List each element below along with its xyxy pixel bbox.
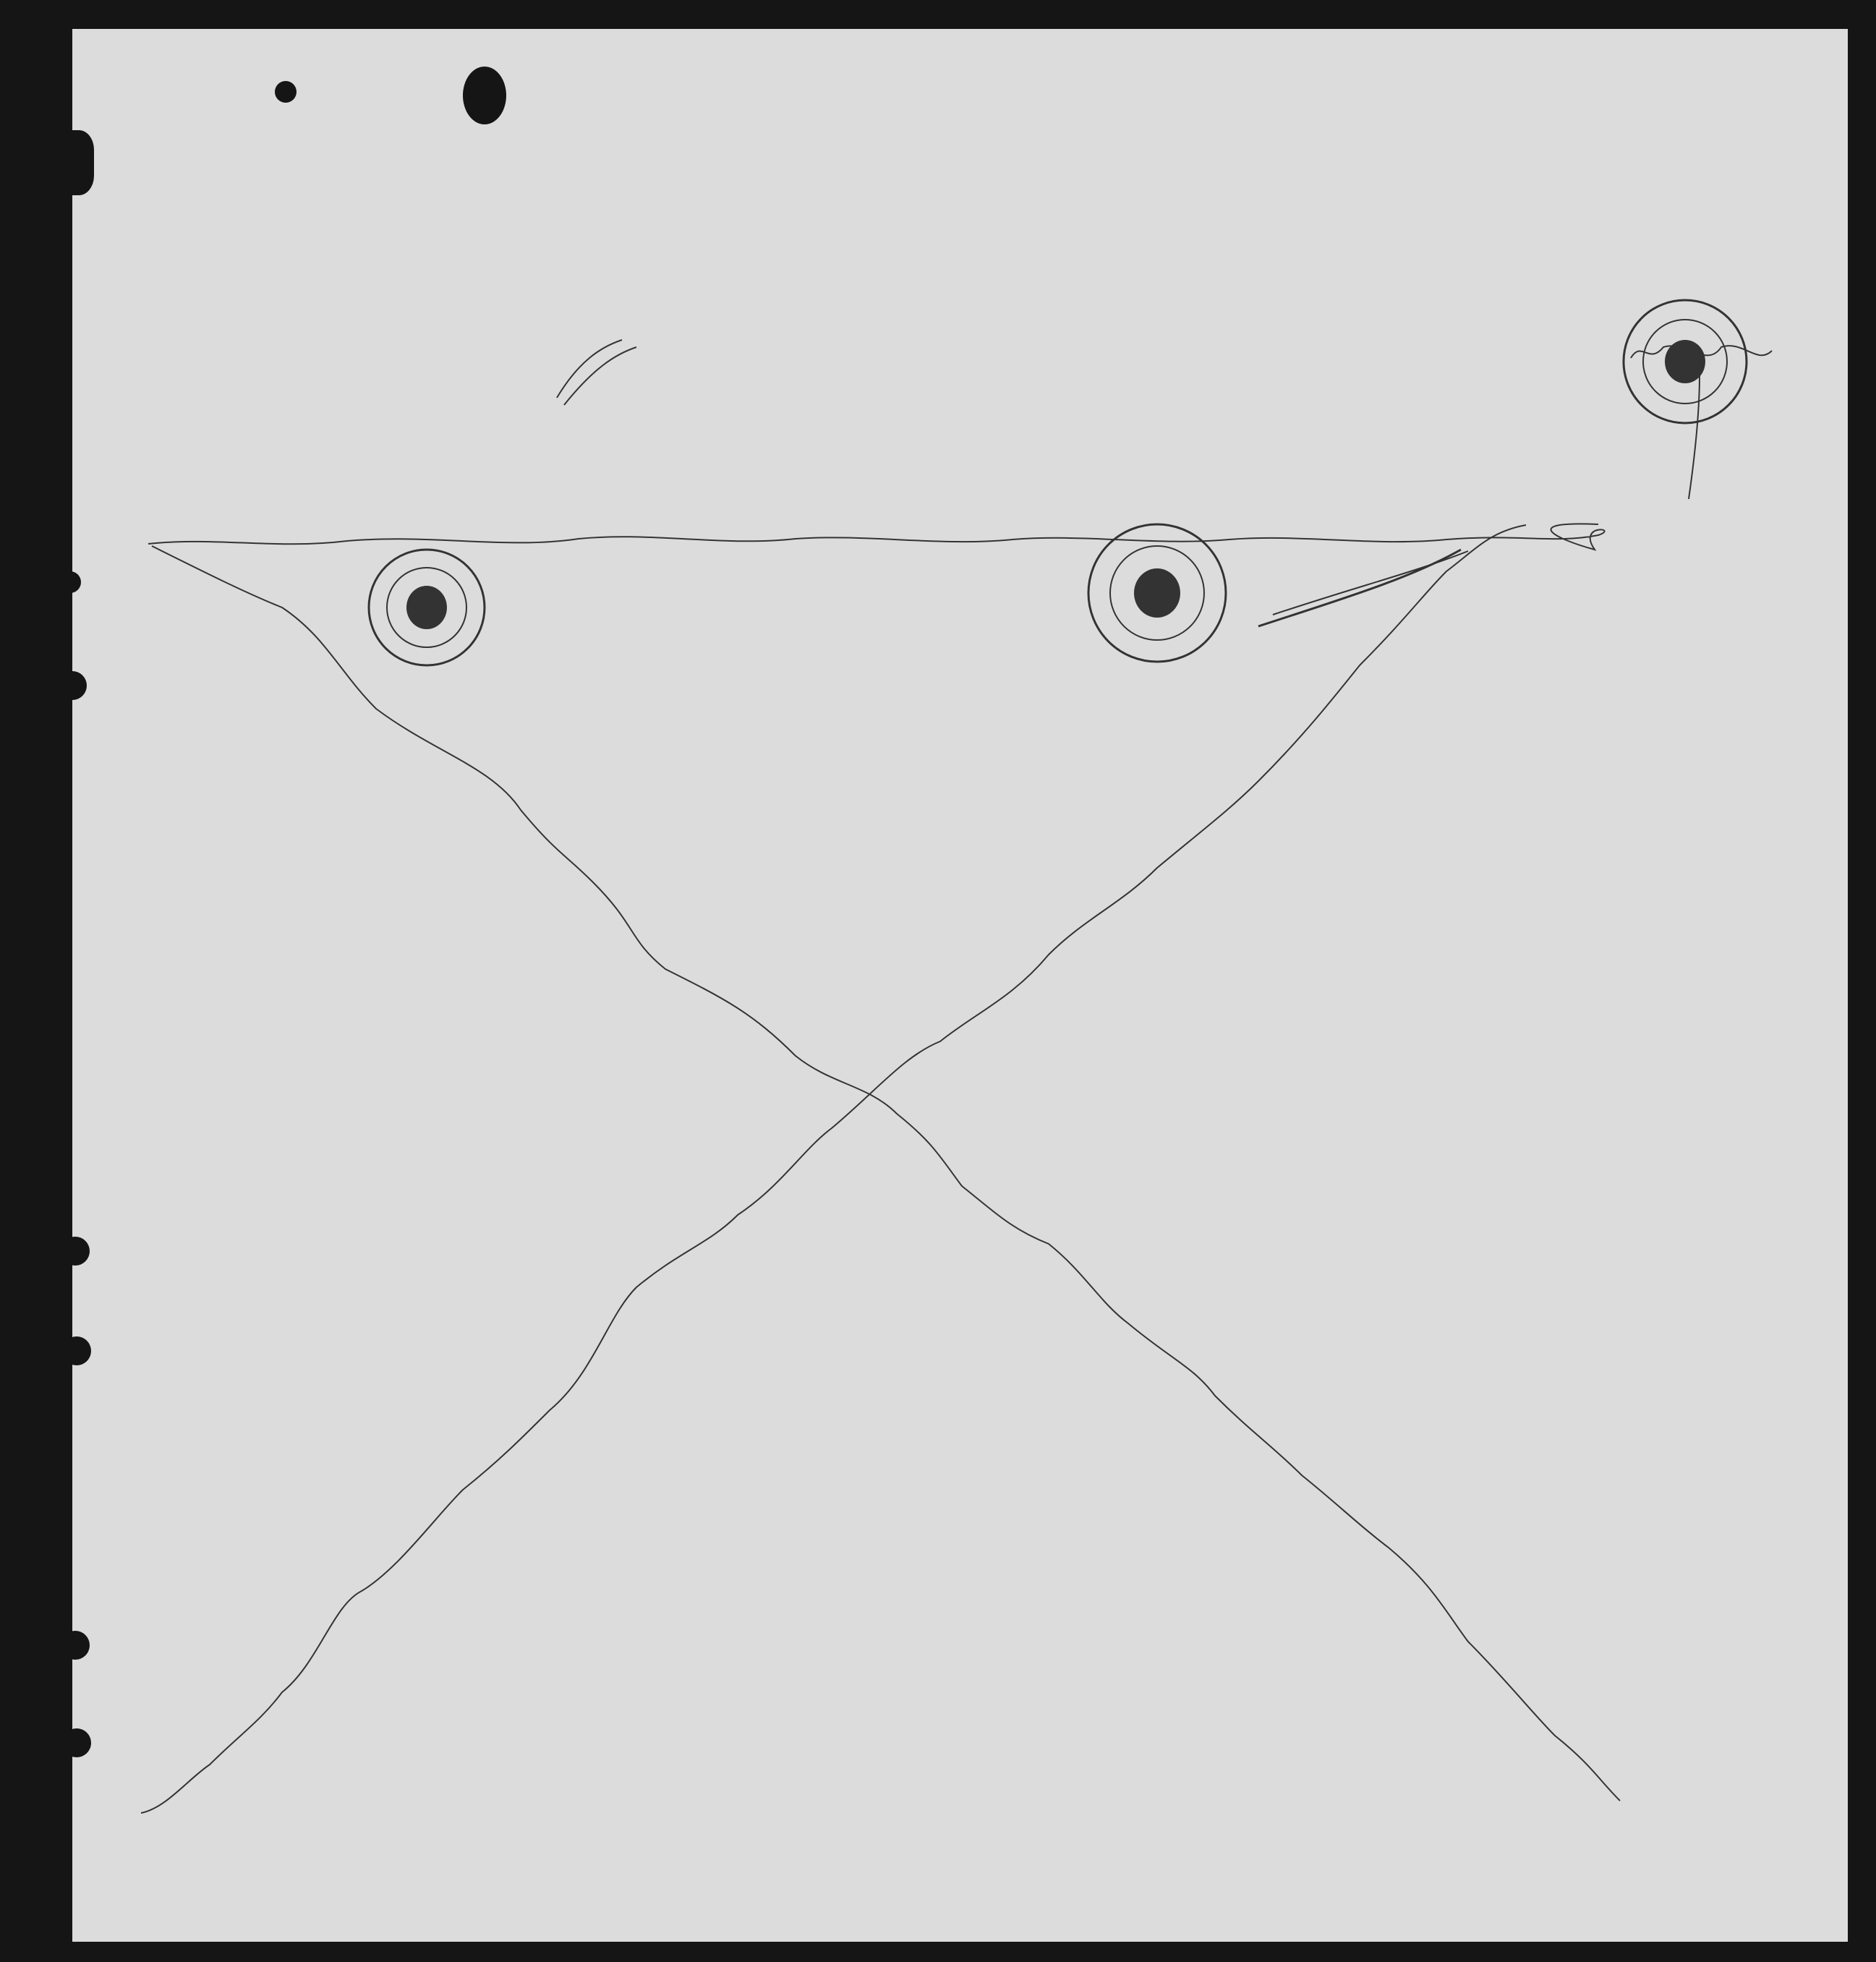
tally-mark [564,347,636,405]
strike-line [148,524,1605,550]
tally-mark [557,340,622,398]
cross-out-line [152,546,1620,1801]
cross-out-line [141,525,1526,1813]
